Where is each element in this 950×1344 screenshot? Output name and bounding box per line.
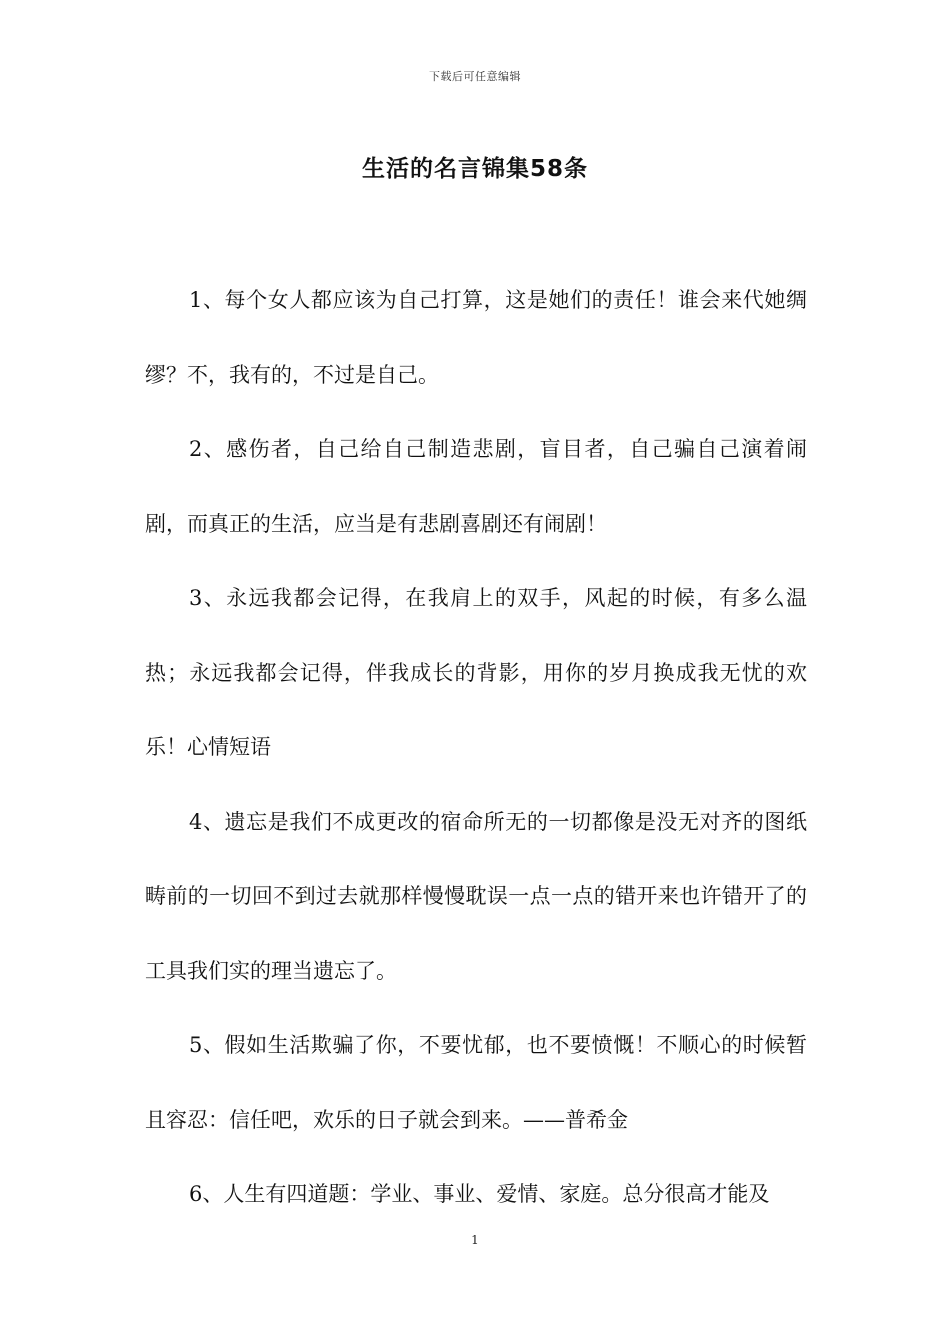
paragraph: 4、遗忘是我们不成更改的宿命所无的一切都像是没无对齐的图纸畴前的一切回不到过去就那样慢慢耽误一点一点的错开来也许错开了的工具我们实的理当遗忘了。: [145, 809, 807, 983]
paragraph: 2、感伤者，自己给自己制造悲剧，盲目者，自己骗自己演着闹剧，而真正的生活，应当是有悲剧喜剧还有闹剧！: [145, 437, 807, 536]
page-number: 1: [471, 1233, 479, 1247]
document-body: [145, 263, 807, 1232]
paragraph: 3、永远我都会记得，在我肩上的双手，风起的时候，有多么温热；永远我都会记得，伴我成长的背影，用你的岁月换成我无忧的欢乐！心情短语: [145, 586, 807, 759]
paragraph: 6、人生有四道题：学业、事业、爱情、家庭。总分很高才能及: [189, 1182, 770, 1206]
paragraph: 1、每个女人都应该为自己打算，这是她们的责任！谁会来代她绸缪？不，我有的，不过是自己。: [145, 288, 807, 387]
header-note: 下载后可任意编辑: [429, 70, 521, 83]
paragraph: 5、假如生活欺骗了你，不要忧郁，也不要愤慨！不顺心的时候暂且容忍：信任吧，欢乐的日子就会到来。——普希金: [145, 1033, 807, 1132]
document-title: 生活的名言锦集58条: [361, 156, 588, 182]
